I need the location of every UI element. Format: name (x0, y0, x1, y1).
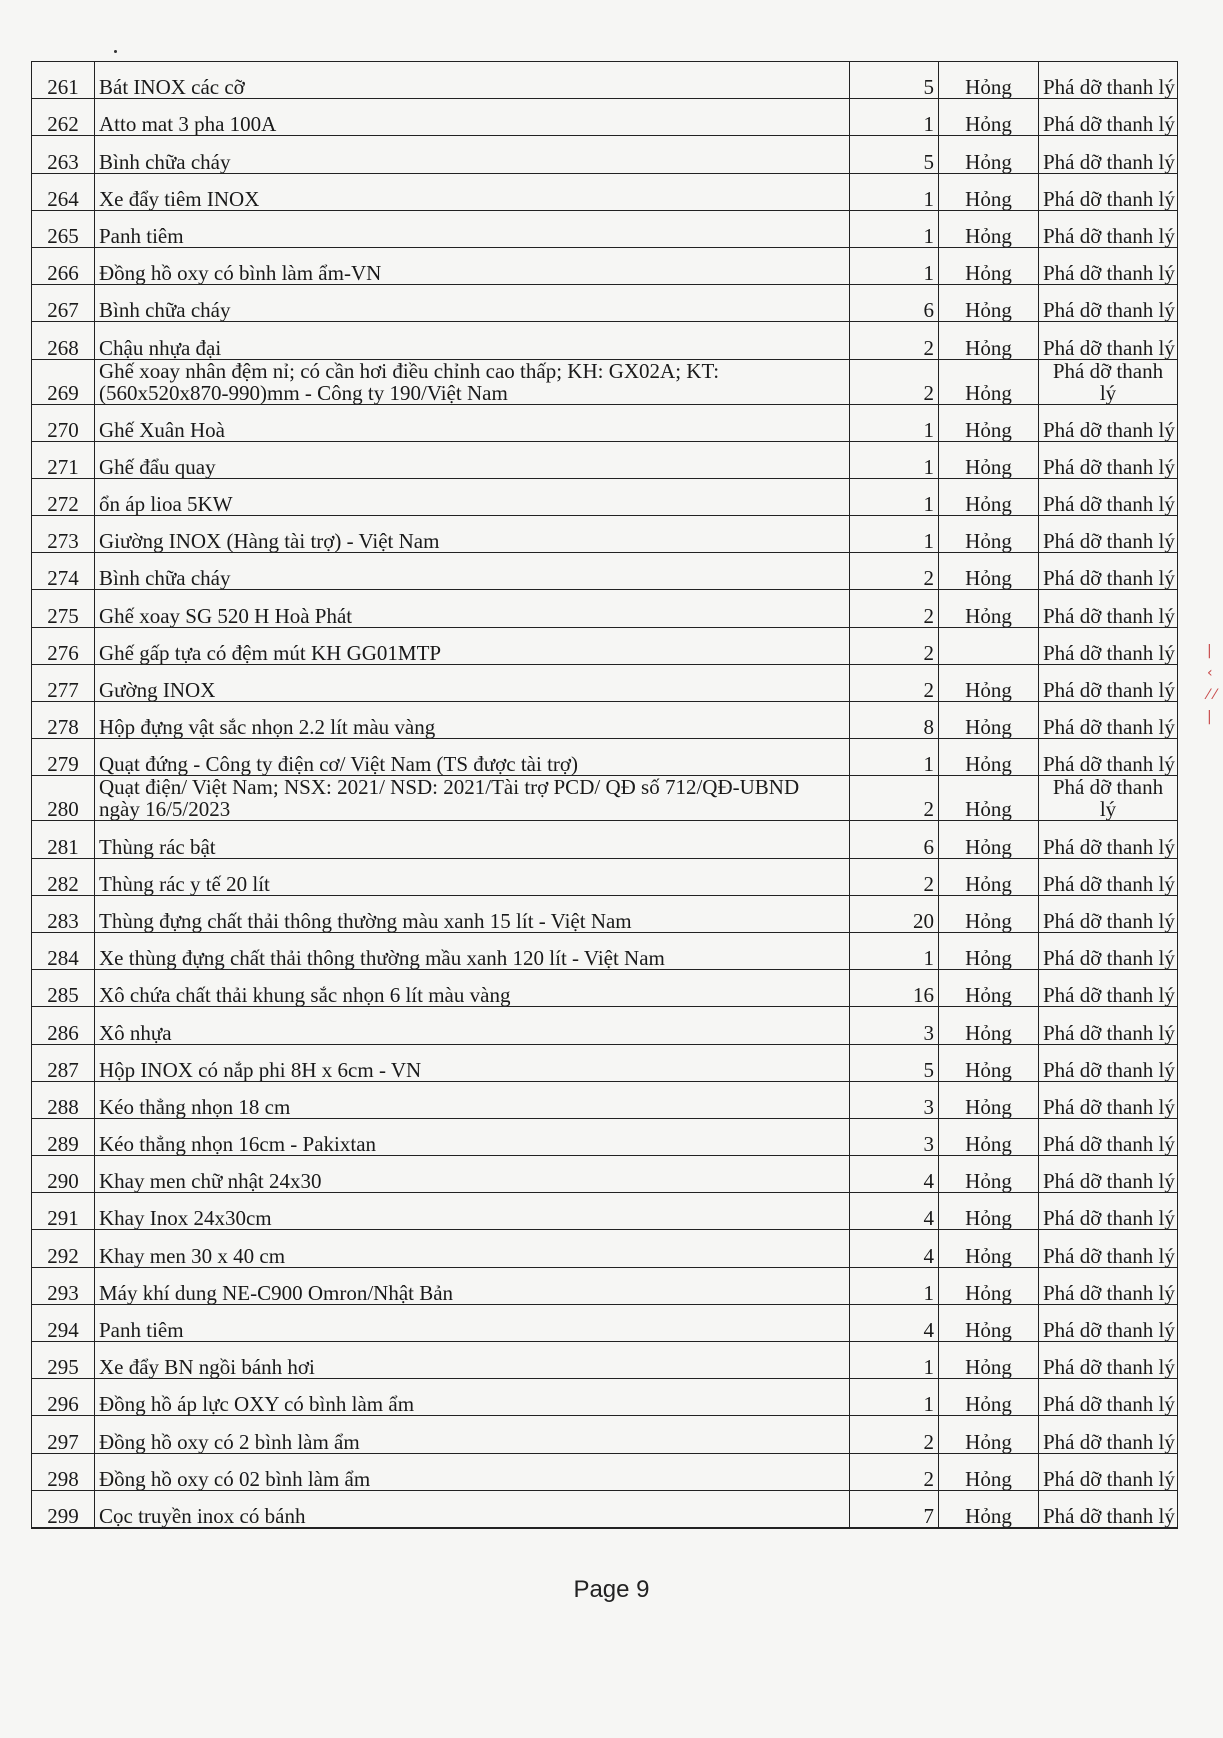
item-name: Khay men chữ nhật 24x30 (95, 1156, 850, 1193)
item-remark: Phá dỡ thanh lý (1039, 932, 1178, 969)
item-name: Khay men 30 x 40 cm (95, 1230, 850, 1267)
red-stamp-edge: | ‹ ⁄ ⁄ | (1207, 643, 1217, 725)
item-name: Kéo thẳng nhọn 18 cm (95, 1081, 850, 1118)
item-remark: Phá dỡ thanh lý (1039, 1379, 1178, 1416)
table-row (32, 1007, 1178, 1044)
table-row (32, 664, 1178, 701)
row-number: 261 (32, 62, 95, 99)
item-status: Hỏng (939, 1044, 1039, 1081)
table-row (32, 359, 1178, 404)
item-remark: Phá dỡ thanh lý (1039, 1267, 1178, 1304)
item-status: Hỏng (939, 590, 1039, 627)
table-row (32, 136, 1178, 173)
item-status: Hỏng (939, 776, 1039, 821)
item-quantity: 2 (850, 1453, 939, 1490)
table-row (32, 1044, 1178, 1081)
row-number: 291 (32, 1193, 95, 1230)
table-row (32, 173, 1178, 210)
item-status: Hỏng (939, 1453, 1039, 1490)
item-status: Hỏng (939, 62, 1039, 99)
table-row (32, 478, 1178, 515)
item-quantity: 4 (850, 1304, 939, 1341)
row-number: 297 (32, 1416, 95, 1453)
item-status: Hỏng (939, 359, 1039, 404)
item-quantity: 1 (850, 173, 939, 210)
item-status: Hỏng (939, 1081, 1039, 1118)
table-row (32, 627, 1178, 664)
row-number: 267 (32, 285, 95, 322)
item-quantity: 8 (850, 702, 939, 739)
table-row (32, 404, 1178, 441)
item-status: Hỏng (939, 739, 1039, 776)
row-number: 262 (32, 99, 95, 136)
table-row (32, 210, 1178, 247)
table-row (32, 1156, 1178, 1193)
table-row (32, 702, 1178, 739)
item-quantity: 2 (850, 359, 939, 404)
item-quantity: 3 (850, 1007, 939, 1044)
row-number: 269 (32, 359, 95, 404)
item-quantity: 1 (850, 1379, 939, 1416)
table-row (32, 1490, 1178, 1528)
item-quantity: 1 (850, 1342, 939, 1379)
item-status: Hỏng (939, 516, 1039, 553)
item-name: Đồng hồ oxy có bình làm ẩm-VN (95, 247, 850, 284)
item-name: Xe thùng đựng chất thải thông thường mầu xanh 120 lít - Việt Nam (95, 932, 850, 969)
item-remark: Phá dỡ thanh lý (1039, 739, 1178, 776)
row-number: 284 (32, 932, 95, 969)
row-number: 294 (32, 1304, 95, 1341)
item-name: Thùng đựng chất thải thông thường màu xanh 15 lít - Việt Nam (95, 895, 850, 932)
item-quantity: 1 (850, 739, 939, 776)
item-status: Hỏng (939, 664, 1039, 701)
item-status: Hỏng (939, 1490, 1039, 1528)
item-quantity: 3 (850, 1081, 939, 1118)
row-number: 266 (32, 247, 95, 284)
table-row (32, 62, 1178, 99)
item-remark: Phá dỡ thanh lý (1039, 359, 1178, 404)
item-remark: Phá dỡ thanh lý (1039, 99, 1178, 136)
table-row (32, 590, 1178, 627)
row-number: 280 (32, 776, 95, 821)
table-row (32, 1342, 1178, 1379)
table-row (32, 1081, 1178, 1118)
item-quantity: 2 (850, 858, 939, 895)
item-name: Ghế xoay SG 520 H Hoà Phát (95, 590, 850, 627)
table-row (32, 739, 1178, 776)
item-remark: Phá dỡ thanh lý (1039, 173, 1178, 210)
item-status: Hỏng (939, 404, 1039, 441)
asset-disposal-table (31, 61, 1178, 1529)
item-name: Ghế gấp tựa có đệm mút KH GG01MTP (95, 627, 850, 664)
item-remark: Phá dỡ thanh lý (1039, 322, 1178, 359)
item-name: ổn áp lioa 5KW (95, 478, 850, 515)
row-number: 286 (32, 1007, 95, 1044)
table-row (32, 1416, 1178, 1453)
item-name: Ghế xoay nhân đệm nỉ; có cần hơi điều chỉnh cao thấp; KH: GX02A; KT: (560x520x870-990)mm - Công ty 190/Việt Nam (95, 359, 850, 404)
item-quantity: 1 (850, 99, 939, 136)
item-remark: Phá dỡ thanh lý (1039, 970, 1178, 1007)
item-name: Quạt đứng - Công ty điện cơ/ Việt Nam (TS được tài trợ) (95, 739, 850, 776)
scan-speck (114, 50, 117, 53)
item-quantity: 20 (850, 895, 939, 932)
item-quantity: 2 (850, 664, 939, 701)
item-name: Gường INOX (95, 664, 850, 701)
item-status: Hỏng (939, 173, 1039, 210)
row-number: 295 (32, 1342, 95, 1379)
item-quantity: 2 (850, 322, 939, 359)
item-name: Xe đẩy BN ngồi bánh hơi (95, 1342, 850, 1379)
table-row (32, 970, 1178, 1007)
item-status: Hỏng (939, 1379, 1039, 1416)
item-status: Hỏng (939, 322, 1039, 359)
table-row (32, 516, 1178, 553)
item-name: Kéo thẳng nhọn 16cm - Pakixtan (95, 1118, 850, 1155)
item-name: Đồng hồ áp lực OXY có bình làm ẩm (95, 1379, 850, 1416)
item-remark: Phá dỡ thanh lý (1039, 1118, 1178, 1155)
item-remark: Phá dỡ thanh lý (1039, 1156, 1178, 1193)
item-remark: Phá dỡ thanh lý (1039, 210, 1178, 247)
item-status: Hỏng (939, 210, 1039, 247)
row-number: 298 (32, 1453, 95, 1490)
item-name: Xô chứa chất thải khung sắc nhọn 6 lít màu vàng (95, 970, 850, 1007)
row-number: 289 (32, 1118, 95, 1155)
table-row (32, 776, 1178, 821)
row-number: 277 (32, 664, 95, 701)
row-number: 296 (32, 1379, 95, 1416)
item-quantity: 16 (850, 970, 939, 1007)
table-row (32, 322, 1178, 359)
item-status: Hỏng (939, 99, 1039, 136)
item-status (939, 627, 1039, 664)
row-number: 265 (32, 210, 95, 247)
item-name: Thùng rác y tế 20 lít (95, 858, 850, 895)
item-status: Hỏng (939, 478, 1039, 515)
item-remark: Phá dỡ thanh lý (1039, 702, 1178, 739)
item-quantity: 5 (850, 1044, 939, 1081)
row-number: 282 (32, 858, 95, 895)
table-row (32, 247, 1178, 284)
item-remark: Phá dỡ thanh lý (1039, 1193, 1178, 1230)
item-quantity: 4 (850, 1193, 939, 1230)
item-remark: Phá dỡ thanh lý (1039, 664, 1178, 701)
item-status: Hỏng (939, 858, 1039, 895)
item-remark: Phá dỡ thanh lý (1039, 516, 1178, 553)
row-number: 283 (32, 895, 95, 932)
item-status: Hỏng (939, 247, 1039, 284)
table-row (32, 1304, 1178, 1341)
item-name: Bình chữa cháy (95, 553, 850, 590)
table-row (32, 1379, 1178, 1416)
item-status: Hỏng (939, 1342, 1039, 1379)
item-remark: Phá dỡ thanh lý (1039, 1416, 1178, 1453)
row-number: 273 (32, 516, 95, 553)
item-remark: Phá dỡ thanh lý (1039, 285, 1178, 322)
item-name: Bình chữa cháy (95, 136, 850, 173)
item-quantity: 2 (850, 776, 939, 821)
item-status: Hỏng (939, 1304, 1039, 1341)
row-number: 268 (32, 322, 95, 359)
table-row (32, 285, 1178, 322)
row-number: 292 (32, 1230, 95, 1267)
item-remark: Phá dỡ thanh lý (1039, 247, 1178, 284)
item-name: Giường INOX (Hàng tài trợ) - Việt Nam (95, 516, 850, 553)
item-remark: Phá dỡ thanh lý (1039, 895, 1178, 932)
row-number: 275 (32, 590, 95, 627)
row-number: 276 (32, 627, 95, 664)
item-quantity: 1 (850, 210, 939, 247)
table-row (32, 441, 1178, 478)
item-name: Xô nhựa (95, 1007, 850, 1044)
item-quantity: 4 (850, 1156, 939, 1193)
item-status: Hỏng (939, 1193, 1039, 1230)
item-remark: Phá dỡ thanh lý (1039, 441, 1178, 478)
row-number: 293 (32, 1267, 95, 1304)
item-quantity: 1 (850, 247, 939, 284)
item-status: Hỏng (939, 1267, 1039, 1304)
item-name: Atto mat 3 pha 100A (95, 99, 850, 136)
row-number: 270 (32, 404, 95, 441)
item-status: Hỏng (939, 1416, 1039, 1453)
item-remark: Phá dỡ thanh lý (1039, 1007, 1178, 1044)
item-quantity: 2 (850, 627, 939, 664)
row-number: 271 (32, 441, 95, 478)
item-name: Đồng hồ oxy có 2 bình làm ẩm (95, 1416, 850, 1453)
item-name: Quạt điện/ Việt Nam; NSX: 2021/ NSD: 2021/Tài trợ PCD/ QĐ số 712/QĐ-UBND ngày 16/5/2023 (95, 776, 850, 821)
item-status: Hỏng (939, 821, 1039, 858)
item-name: Ghế Xuân Hoà (95, 404, 850, 441)
table-row (32, 553, 1178, 590)
item-status: Hỏng (939, 1007, 1039, 1044)
item-status: Hỏng (939, 136, 1039, 173)
item-quantity: 4 (850, 1230, 939, 1267)
item-remark: Phá dỡ thanh lý (1039, 478, 1178, 515)
item-remark: Phá dỡ thanh lý (1039, 1490, 1178, 1528)
item-remark: Phá dỡ thanh lý (1039, 1342, 1178, 1379)
item-name: Máy khí dung NE-C900 Omron/Nhật Bản (95, 1267, 850, 1304)
item-status: Hỏng (939, 1156, 1039, 1193)
table-body (32, 62, 1178, 1528)
item-remark: Phá dỡ thanh lý (1039, 1304, 1178, 1341)
item-quantity: 5 (850, 62, 939, 99)
row-number: 288 (32, 1081, 95, 1118)
row-number: 264 (32, 173, 95, 210)
item-remark: Phá dỡ thanh lý (1039, 1453, 1178, 1490)
table-row (32, 821, 1178, 858)
table-row (32, 895, 1178, 932)
item-remark: Phá dỡ thanh lý (1039, 1230, 1178, 1267)
table-row (32, 99, 1178, 136)
item-remark: Phá dỡ thanh lý (1039, 1044, 1178, 1081)
item-name: Bình chữa cháy (95, 285, 850, 322)
item-remark: Phá dỡ thanh lý (1039, 858, 1178, 895)
item-name: Chậu nhựa đại (95, 322, 850, 359)
item-name: Panh tiêm (95, 210, 850, 247)
item-name: Panh tiêm (95, 1304, 850, 1341)
item-quantity: 6 (850, 821, 939, 858)
item-status: Hỏng (939, 702, 1039, 739)
item-status: Hỏng (939, 553, 1039, 590)
item-name: Hộp đựng vật sắc nhọn 2.2 lít màu vàng (95, 702, 850, 739)
item-name: Đồng hồ oxy có 02 bình làm ẩm (95, 1453, 850, 1490)
item-quantity: 3 (850, 1118, 939, 1155)
item-remark: Phá dỡ thanh lý (1039, 821, 1178, 858)
item-name: Khay Inox 24x30cm (95, 1193, 850, 1230)
row-number: 278 (32, 702, 95, 739)
item-remark: Phá dỡ thanh lý (1039, 627, 1178, 664)
item-status: Hỏng (939, 970, 1039, 1007)
row-number: 272 (32, 478, 95, 515)
item-remark: Phá dỡ thanh lý (1039, 404, 1178, 441)
item-quantity: 2 (850, 590, 939, 627)
item-quantity: 1 (850, 441, 939, 478)
row-number: 287 (32, 1044, 95, 1081)
row-number: 281 (32, 821, 95, 858)
row-number: 285 (32, 970, 95, 1007)
row-number: 279 (32, 739, 95, 776)
table-row (32, 858, 1178, 895)
item-status: Hỏng (939, 285, 1039, 322)
table-row (32, 1453, 1178, 1490)
item-remark: Phá dỡ thanh lý (1039, 553, 1178, 590)
item-quantity: 1 (850, 1267, 939, 1304)
item-quantity: 7 (850, 1490, 939, 1528)
table-row (32, 1193, 1178, 1230)
item-quantity: 1 (850, 404, 939, 441)
row-number: 263 (32, 136, 95, 173)
item-name: Cọc truyền inox có bánh (95, 1490, 850, 1528)
item-quantity: 2 (850, 1416, 939, 1453)
table-row (32, 1230, 1178, 1267)
page-number: Page 9 (573, 1576, 650, 1603)
row-number: 274 (32, 553, 95, 590)
item-quantity: 1 (850, 932, 939, 969)
table-row (32, 1267, 1178, 1304)
item-remark: Phá dỡ thanh lý (1039, 1081, 1178, 1118)
row-number: 290 (32, 1156, 95, 1193)
item-quantity: 5 (850, 136, 939, 173)
table-row (32, 1118, 1178, 1155)
row-number: 299 (32, 1490, 95, 1528)
item-remark: Phá dỡ thanh lý (1039, 136, 1178, 173)
item-name: Bát INOX các cỡ (95, 62, 850, 99)
item-name: Hộp INOX có nắp phi 8H x 6cm - VN (95, 1044, 850, 1081)
item-quantity: 2 (850, 553, 939, 590)
item-name: Ghế đẩu quay (95, 441, 850, 478)
item-name: Xe đẩy tiêm INOX (95, 173, 850, 210)
item-quantity: 1 (850, 516, 939, 553)
item-quantity: 1 (850, 478, 939, 515)
item-status: Hỏng (939, 1230, 1039, 1267)
table-row (32, 932, 1178, 969)
item-remark: Phá dỡ thanh lý (1039, 776, 1178, 821)
item-status: Hỏng (939, 441, 1039, 478)
item-name: Thùng rác bật (95, 821, 850, 858)
item-remark: Phá dỡ thanh lý (1039, 590, 1178, 627)
item-status: Hỏng (939, 932, 1039, 969)
item-quantity: 6 (850, 285, 939, 322)
item-status: Hỏng (939, 1118, 1039, 1155)
item-remark: Phá dỡ thanh lý (1039, 62, 1178, 99)
item-status: Hỏng (939, 895, 1039, 932)
